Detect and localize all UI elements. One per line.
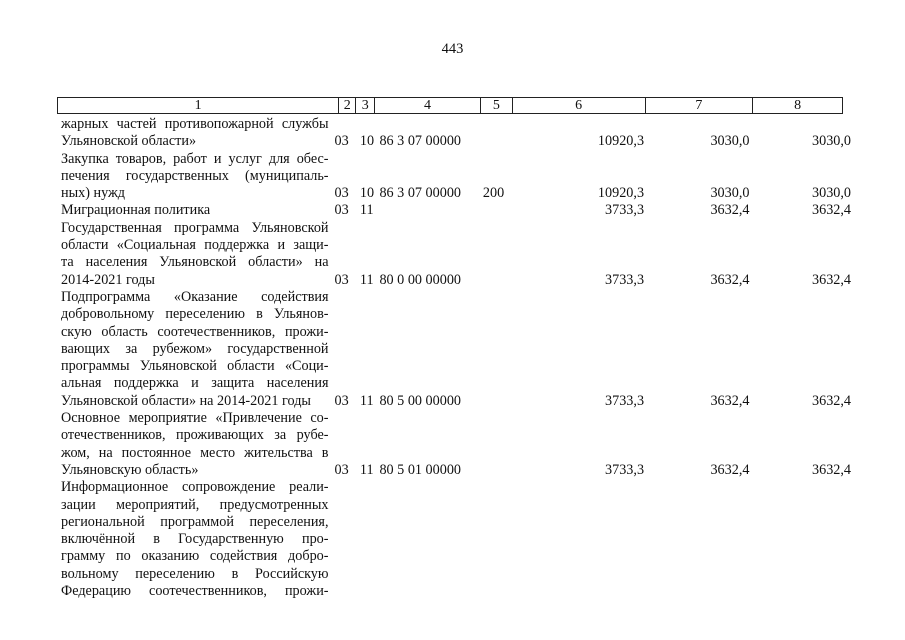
row-rz: 03 — [334, 392, 349, 409]
page-number: 443 — [441, 41, 464, 57]
row-name — [61, 202, 329, 219]
row-name-line: Федерацию соотечественников, прожи- — [61, 583, 329, 600]
row-pr: 11 — [359, 271, 374, 288]
row-name-line: вольному переселению в Российскую — [61, 565, 329, 582]
row-csr: 80 5 00 00000 — [379, 392, 462, 409]
row-csr: 86 3 07 00000 — [379, 185, 462, 202]
header-col-6: 6 — [513, 98, 646, 113]
row-pr: 11 — [359, 392, 374, 409]
header-col-1: 1 — [58, 98, 339, 113]
row-name-line: Ульяновскую область» — [61, 461, 199, 478]
table-row — [61, 220, 851, 289]
row-name — [61, 220, 329, 289]
row-rz: 03 — [334, 461, 349, 478]
row-rz: 03 — [334, 202, 349, 219]
row-name-line: жарных частей противопожарной службы — [61, 116, 329, 132]
row-value-2019: 10920,3 — [597, 133, 645, 150]
row-name-line: области «Социальная поддержка и защи- — [61, 237, 329, 254]
row-value-2019: 3733,3 — [605, 461, 645, 478]
row-value-2021: 3632,4 — [812, 271, 852, 288]
row-vr: 200 — [482, 185, 505, 202]
row-csr: 86 3 07 00000 — [379, 133, 462, 150]
row-name-line: программы Ульяновской области «Соци- — [61, 358, 329, 375]
row-value-2019: 3733,3 — [605, 271, 645, 288]
row-value-2019: 3733,3 — [605, 202, 645, 219]
row-value-2020: 3632,4 — [710, 461, 750, 478]
row-name-line: скую область соотечественников, прожи- — [61, 323, 329, 340]
header-col-5: 5 — [481, 98, 513, 113]
table-body — [61, 116, 851, 600]
row-value-2020: 3030,0 — [710, 185, 750, 202]
row-value-2021: 3632,4 — [812, 461, 852, 478]
row-value-2020: 3030,0 — [710, 133, 750, 150]
row-value-2020: 3632,4 — [710, 271, 750, 288]
row-name — [61, 289, 329, 410]
row-csr: 80 0 00 00000 — [379, 271, 462, 288]
table-row — [61, 202, 851, 219]
row-pr: 10 — [359, 133, 375, 150]
row-value-2020: 3632,4 — [710, 202, 750, 219]
row-name-line: зации мероприятий, предусмотренных — [61, 496, 329, 513]
row-name-line: Закупка товаров, работ и услуг для обес- — [61, 150, 329, 167]
row-name-line: добровольному переселению в Ульянов- — [61, 306, 329, 323]
row-pr: 10 — [359, 185, 375, 202]
row-name-line: 2014-2021 годы — [61, 271, 155, 288]
row-name — [61, 479, 329, 600]
row-value-2019: 10920,3 — [597, 185, 645, 202]
row-name-line: Ульяновской области» на 2014-2021 годы — [61, 392, 311, 409]
table-row — [61, 410, 851, 479]
row-name-line: вающих за рубежом» государственной — [61, 340, 329, 357]
row-name-line: Подпрограмма «Оказание содействия — [61, 288, 329, 305]
row-name-line: Миграционная политика — [61, 202, 211, 219]
row-name-line: Информационное сопровождение реали- — [61, 479, 329, 496]
row-pr: 11 — [359, 461, 374, 478]
row-value-2021: 3632,4 — [812, 202, 852, 219]
row-name-line: Основное мероприятие «Привлечение со- — [61, 410, 329, 427]
row-name — [61, 410, 329, 479]
row-name — [61, 151, 329, 203]
row-rz: 03 — [334, 133, 349, 150]
row-value-2020: 3632,4 — [710, 392, 750, 409]
table-row — [61, 289, 851, 410]
header-col-8: 8 — [794, 98, 802, 113]
row-name-line: Ульяновской области» — [61, 133, 197, 150]
row-value-2021: 3030,0 — [812, 133, 852, 150]
row-csr: 80 5 01 00000 — [379, 461, 462, 478]
row-name — [61, 116, 329, 151]
row-rz: 03 — [334, 185, 349, 202]
header-col-2: 2 — [339, 98, 356, 113]
row-name-line: жом, на постоянное место жительства в — [61, 444, 329, 461]
table-header — [57, 97, 843, 114]
row-name-line: региональной программой переселения, — [61, 513, 329, 530]
row-rz: 03 — [334, 271, 349, 288]
row-value-2021: 3030,0 — [812, 185, 852, 202]
row-name-line: отечественников, проживающих за рубе- — [61, 427, 329, 444]
header-col-3: 3 — [356, 98, 375, 113]
row-name-line: грамму по оказанию содействия добро- — [61, 548, 329, 565]
table-row — [61, 116, 851, 151]
row-value-2021: 3632,4 — [812, 392, 852, 409]
row-name-line: включённой в Государственную про- — [61, 531, 329, 548]
row-name-line: та населения Ульяновской области» на — [61, 254, 329, 271]
row-pr: 11 — [359, 202, 374, 219]
row-name-line: альная поддержка и защита населения — [61, 375, 329, 392]
row-name-line: Государственная программа Ульяновской — [61, 219, 329, 236]
row-name-line: ных) нужд — [61, 185, 126, 202]
row-name-line: печения государственных (муниципаль- — [61, 167, 329, 184]
table-row — [61, 479, 851, 600]
header-col-7: 7 — [646, 98, 754, 113]
row-value-2019: 3733,3 — [605, 392, 645, 409]
header-col-4: 4 — [375, 98, 481, 113]
table-row — [61, 151, 851, 203]
